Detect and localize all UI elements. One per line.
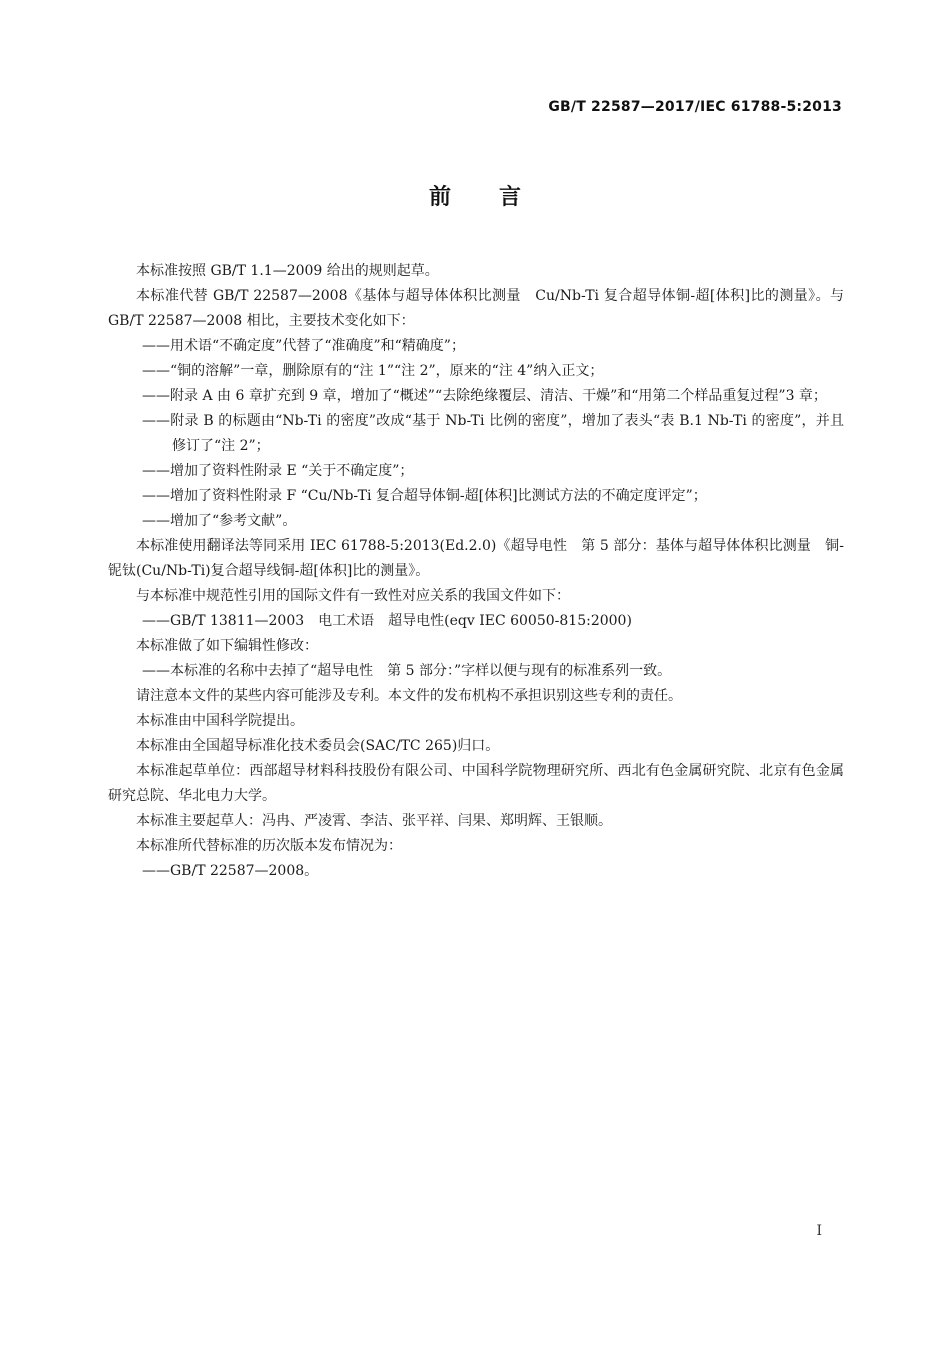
list-item: ——附录 B 的标题由“Nb-Ti 的密度”改成“基于 Nb-Ti 比例的密度”，增加了表头“表 B.1 Nb-Ti 的密度”，并且修订了“注 2”； <box>142 413 844 454</box>
paragraph: 本标准按照 GB/T 1.1—2009 给出的规则起草。 <box>136 263 439 279</box>
list-item: ——“铜的溶解”一章，删除原有的“注 1”“注 2”，原来的“注 4”纳入正文； <box>142 363 604 379</box>
paragraph: 本标准由全国超导标准化技术委员会(SAC/TC 265)归口。 <box>136 738 500 754</box>
standard-code-header: GB/T 22587—2017/IEC 61788-5:2013 <box>548 99 842 115</box>
list-item: ——GB/T 13811—2003 电工术语 超导电性(eqv IEC 60050-815:2000) <box>142 613 632 629</box>
paragraph: 本标准主要起草人：冯冉、严凌霄、李洁、张平祥、闫果、郑明辉、王银顺。 <box>136 813 612 829</box>
list-item: ——增加了资料性附录 E “关于不确定度”； <box>142 463 414 479</box>
document-body <box>108 259 844 884</box>
paragraph: 本标准代替 GB/T 22587—2008《基体与超导体体积比测量 Cu/Nb-Ti 复合超导体铜-超[体积]比的测量》。与 GB/T 22587—2008 相比，主要技术变化如下： <box>108 288 844 329</box>
list-item: ——增加了资料性附录 F “Cu/Nb-Ti 复合超导体铜-超[体积]比测试方法的不确定度评定”； <box>142 488 707 504</box>
section-title: 前言 <box>428 185 569 210</box>
paragraph: 本标准使用翻译法等同采用 IEC 61788-5:2013(Ed.2.0)《超导电性 第 5 部分：基体与超导体体积比测量 铜-铌钛(Cu/Nb-Ti)复合超导线铜-超[体积]比的测量》。 <box>108 538 844 579</box>
list-item: ——附录 A 由 6 章扩充到 9 章，增加了“概述”“去除绝缘覆层、清洁、干燥”和“用第二个样品重复过程”3 章； <box>142 388 827 404</box>
page-number: I <box>816 1223 822 1239</box>
paragraph: 本标准所代替标准的历次版本发布情况为： <box>136 838 402 854</box>
paragraph: 请注意本文件的某些内容可能涉及专利。本文件的发布机构不承担识别这些专利的责任。 <box>136 688 682 704</box>
paragraph: 本标准起草单位：西部超导材料科技股份有限公司、中国科学院物理研究所、西北有色金属研究院、北京有色金属研究总院、华北电力大学。 <box>108 763 844 804</box>
paragraph: 与本标准中规范性引用的国际文件有一致性对应关系的我国文件如下： <box>136 588 570 604</box>
paragraph: 本标准由中国科学院提出。 <box>136 713 304 729</box>
list-item: ——本标准的名称中去掉了“超导电性 第 5 部分：”字样以便与现有的标准系列一致。 <box>142 663 672 679</box>
list-item: ——用术语“不确定度”代替了“准确度”和“精确度”； <box>142 338 465 354</box>
list-item: ——GB/T 22587—2008。 <box>142 863 319 879</box>
list-item: ——增加了“参考文献”。 <box>142 513 297 529</box>
paragraph: 本标准做了如下编辑性修改： <box>136 638 318 654</box>
